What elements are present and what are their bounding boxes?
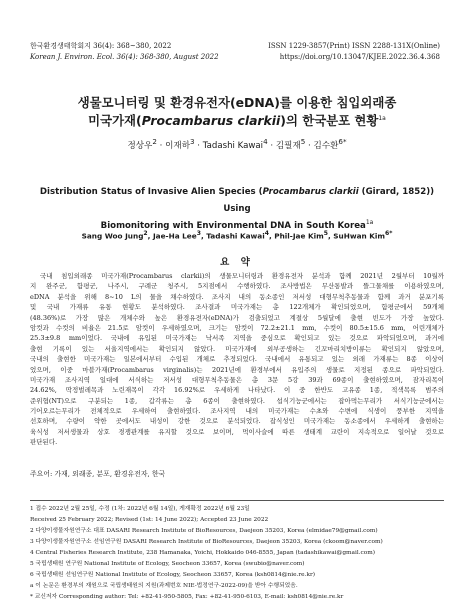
abstract-line: (48.36%)로 가장 많은 개체수와 높은 환경유전자(eDNA)가 검출되었고 계절상 5월달에 출현 빈도가 가장 높았다. bbox=[30, 313, 444, 322]
species-name: Procambarus clarkii bbox=[141, 113, 281, 128]
title-ko-line2 bbox=[30, 112, 444, 130]
title-en-text: Distribution Status of Invasive Alien Species ( bbox=[39, 187, 263, 197]
abstract-line: 준위협(NT)으로 구분되는 1종, 갑각류는 총 6종이 출현하였다. 섭식기능군에서는 잡아먹는무리가 서식기능군에서는 bbox=[30, 396, 444, 405]
title-ko-text: 미국가재( bbox=[88, 113, 142, 128]
footnote-line: Received 25 February 2022; Revised (1st: 14 June 2022); Accepted 23 June 2022 bbox=[30, 517, 269, 523]
abstract-line: 25.3±9.8 mm이었다. 국내에 유입된 미국가재는 낙서족 지역을 중심으로 확인되고 있는 것으로 파악되었으며, 과거에 bbox=[30, 334, 444, 343]
author-name: SuHwan Kim bbox=[333, 231, 385, 241]
abstract-line: 판단된다. bbox=[30, 438, 58, 447]
footnote-line: 5 국립생태원 연구원 National Institute of Ecology, Seocheon 33657, Korea (swubio@naver.com) bbox=[30, 561, 305, 567]
affiliation-marker: 3 bbox=[190, 137, 195, 146]
affiliation-marker: 5 bbox=[300, 137, 306, 146]
footnote-line: 3 다양이생물자원연구소 선임연구원 DASARI Research Institute of BioResources, Daejeon 35203, Korea (ckoom@naver.com) bbox=[30, 539, 383, 545]
species-name: Procambarus clarkii bbox=[262, 187, 359, 197]
title-ko-line1: 생물모니터링 및 환경유전자(eDNA)를 이용한 침입외래종 bbox=[77, 95, 397, 110]
affiliation-marker: 5 bbox=[323, 230, 328, 237]
abstract-line: 미국가재 조사지역 일대에 서식하는 저서성 대형무척추동물은 총 3문 5강 39과 69종이 출현하였으며, 잠자리목이 bbox=[30, 375, 444, 384]
author-list-en: Sang Woo Jung$^2$, Jae-Ha Lee$^3$, Tadashi Kawai$^4$, Phil-Jae Kim$^5$, SuHwan Kim$^{6*}$ bbox=[81, 230, 393, 241]
footnote-line: 1 접수 2022년 2월 25일, 수정 (1차: 2022년 6월 14일), 게재확정 2022년 6월 23일 bbox=[30, 506, 250, 512]
author-name: 이재하 bbox=[165, 140, 191, 151]
abstract-line: 기어오르는무리가 전체적으로 우세하여 출현하였다. 조사지역 내의 미국가재는 수초와 수변에 식생이 풍부한 지역을 bbox=[30, 407, 444, 416]
author-name: Tadashi Kawai bbox=[202, 140, 264, 151]
abstract-line: 육식성 저서생물과 상호 경쟁관계를 유지할 것으로 보이며, 먹이사슬에 따른 생태계 교란이 지속적으로 일어날 것으로 bbox=[30, 427, 444, 436]
author-name: 정상우 bbox=[127, 140, 153, 151]
doi-link[interactable]: https://doi.org/10.13047/KJEE.2022.36.4.368 bbox=[279, 53, 440, 61]
footnotes bbox=[30, 504, 444, 603]
author-name: Tadashi Kawai bbox=[206, 231, 265, 241]
author-list-ko: 정상우$^2$ · 이재하$^3$ · Tadashi Kawai$^4$ · 김필재$^5$ · 김수환$^{6*}$ bbox=[127, 137, 347, 151]
abstract-line: 었으며, 이중 마블가재(Procambarus virginalis)는 2021년에 환경부에서 유입주의 생물로 지정된 종으로 파악되었다. bbox=[30, 365, 444, 374]
affiliation-marker: 6* bbox=[384, 230, 393, 237]
affiliation-marker: 2 bbox=[152, 137, 157, 146]
issn-text: ISSN 1229-3857(Print) ISSN 2288-131X(Online) bbox=[268, 42, 440, 50]
abstract-line: 선호하며, 수량이 약한 곳에서도 내성이 강한 것으로 분석되었다. 잡식성인 미국가재는 동소종에서 우세하게 출현하는 bbox=[30, 417, 444, 426]
footnote-marker: 1a bbox=[365, 219, 374, 227]
keywords: 주요어: 가재, 외래종, 분포, 환경유전자, 한국 bbox=[30, 470, 166, 478]
abstract-heading: 요 약 bbox=[220, 257, 254, 268]
issn-doi-header bbox=[268, 41, 440, 63]
footnote-line: 6 국립생태원 선임연구원 National Institute of Ecology, Seocheon 33657, Korea (ksh0814@nie.re.kr) bbox=[30, 572, 315, 578]
footnote-line: * 교신저자 Corresponding author: Tel: +82-41-950-5805, Fax: +82-41-950-6103, E-mail: ksh0814@nie.re.kr bbox=[30, 594, 344, 600]
title-korean bbox=[30, 94, 444, 130]
affiliation-marker: 4 bbox=[263, 137, 268, 146]
journal-name-ko: 한국환경생태학회지 36(4): 368~380, 2022 bbox=[30, 42, 172, 50]
footnote-line: a 이 논문은 환경부의 재원으로 국립생태원의 지원(과제번호 NIE-법정연구-2022-09)을 받아 수행되었음. bbox=[30, 583, 298, 589]
affiliation-marker: 3 bbox=[196, 230, 201, 237]
title-ko-text: )의 한국분포 현황 bbox=[280, 113, 379, 128]
footnote-line: 2 다양이생물자원연구소 대표 DASARI Research Institute of BioResources, Daejeon 35203, Korea (elmidae79@gmail.com) bbox=[30, 528, 378, 534]
abstract-line: 국내 침입외래종 미국가재(Procambarus clarkii)의 생물모니터링과 환경유전자 분석과 함께 2021년 2월부터 10월까 bbox=[40, 272, 444, 280]
abstract-line: 및 국내 가재류 유통 현황도 분석하였다. 조사결과 미국가재는 총 122개체가 확인되었으며, 함평군에서 59개체 bbox=[30, 303, 444, 312]
author-name: 김필재 bbox=[275, 140, 301, 151]
footnote-line: 4 Central Fisheries Research Institute, 238 Hamanaka, Yoichi, Hokkaido 046-8555, Japan (tadashikawai@gmail.com) bbox=[30, 550, 376, 556]
author-name: Phil-Jae Kim bbox=[274, 231, 324, 241]
title-en-text: (Girard, 1852)) Using bbox=[223, 187, 435, 214]
author-name: Jae-Ha Lee bbox=[152, 231, 197, 241]
footnote-divider bbox=[30, 500, 444, 501]
affiliation-marker: 2 bbox=[143, 230, 148, 237]
title-en-text: Biomonitoring with Environmental DNA in South Korea bbox=[100, 221, 366, 231]
title-en-line1 bbox=[30, 184, 444, 218]
abstract-line: eDNA 분석을 위해 8~10 L의 물을 채수하였다. 조사지 내의 동소종인 저서성 대형무척추동물과 함께 과거 분포기록 bbox=[30, 292, 444, 301]
author-name: 김수환 bbox=[313, 140, 339, 151]
abstract-line: 암컷과 수컷의 비율은 21.5로 암컷이 우세하였으며, 크기는 암컷이 72.2±21.1 mm, 수컷이 80.5±15.6 mm, 어린개체가 bbox=[30, 323, 444, 332]
author-name: Sang Woo Jung bbox=[81, 231, 144, 241]
abstract-body bbox=[30, 271, 444, 448]
footnote-marker: 1a bbox=[378, 114, 386, 122]
abstract-line: 출현 기록이 있는 서울지역에서는 확인되지 않았다. 미국가재에 외부공생하는 긴꼬마리치방이류는 확인되지 않았으며, bbox=[30, 344, 444, 353]
affiliation-marker: 4 bbox=[264, 230, 269, 237]
journal-header bbox=[30, 41, 219, 63]
abstract-line: 국내의 출현한 미국가재는 일본에서부터 수입된 개체로 추정되었다. 국내에서 유통되고 있는 외래 가재류는 8종 이상이 bbox=[30, 355, 444, 364]
journal-name-en: Korean J. Environ. Ecol. 36(4): 368-380, August 2022 bbox=[30, 53, 219, 61]
abstract-line: 24.62%, 딱정벌레목과 노린재목이 각각 16.92%로 우세하게 나타났다. 이 중 한반도 고유종 1종, 적색목록 범주의 bbox=[30, 386, 444, 395]
affiliation-marker: 6* bbox=[338, 137, 347, 146]
abstract-line: 지 완주군, 함평군, 나주시, 구례군 청주시, 5지점에서 수행하였다. 조사방법은 무산통발과 뜰그물채를 이용하였으며, bbox=[30, 282, 444, 291]
